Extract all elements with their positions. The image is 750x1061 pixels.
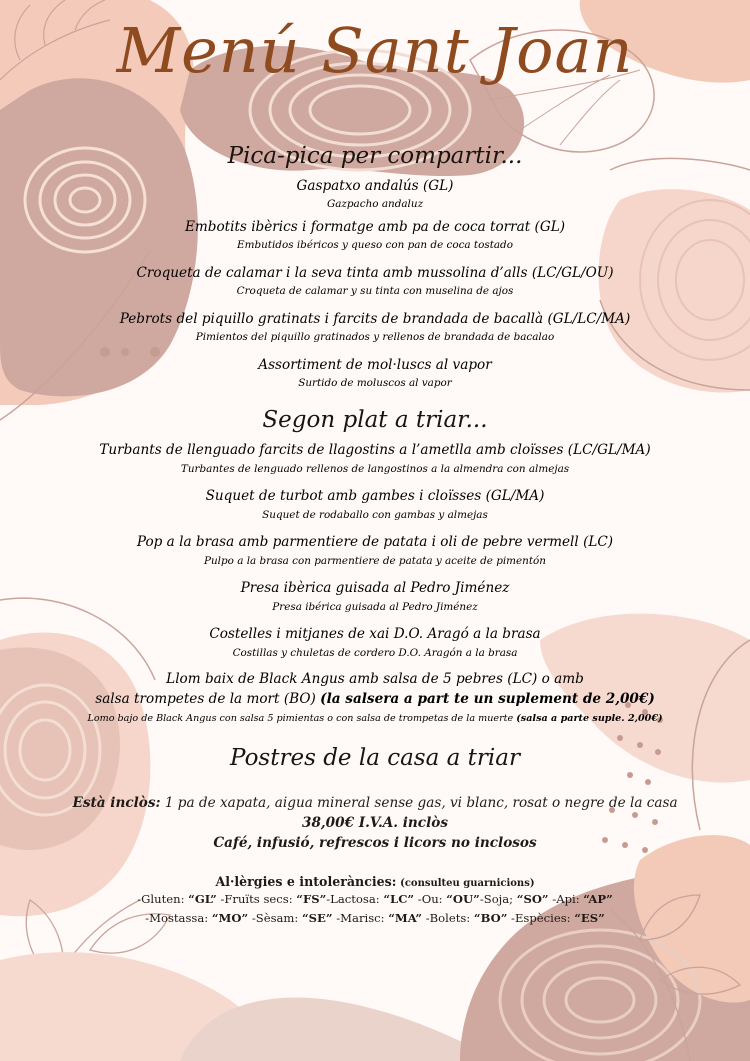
allergen-code: “SO”	[516, 892, 549, 906]
allergen-name: -Sèsam:	[248, 911, 303, 925]
dish-spanish: Pulpo a la brasa con parmentiere de patata y aceite de pimentón	[204, 555, 546, 567]
dish-catalan: Costelles i mitjanes de xai D.O. Aragó a la brasa	[209, 626, 541, 642]
allergen-code: “OU”	[446, 892, 480, 906]
allergen-name: -Fruïts secs:	[216, 892, 297, 906]
dish-catalan: Presa ibèrica guisada al Pedro Jiménez	[240, 580, 510, 596]
dish-spanish: Presa ibérica guisada al Pedro Jiménez	[272, 601, 478, 613]
allergens-line-2	[0, 911, 750, 925]
allergen-code: “BO”	[473, 911, 508, 925]
dish-catalan-line2	[0, 691, 750, 707]
allergen-code: “ES”	[574, 911, 605, 925]
dish-spanish-text: Lomo bajo de Black Angus con salsa 5 pimientas o con salsa de trompetas de la muerte	[87, 713, 514, 724]
includes-text: 1 pa de xapata, aigua mineral sense gas, vi blanc, rosat o negre de la casa	[160, 795, 678, 811]
includes-label: Està inclòs:	[72, 795, 161, 811]
allergens-heading	[0, 874, 750, 889]
includes-line	[0, 795, 750, 811]
allergen-code: “MO”	[211, 911, 249, 925]
dish-spanish: Turbantes de lenguado rellenos de langostinos a la almendra con almejas	[180, 463, 570, 475]
section-heading-postres: Postres de la casa a triar	[230, 745, 520, 771]
allergen-code: “FS”	[296, 892, 327, 906]
dish-catalan: Pebrots del piquillo gratinats i farcits de brandada de bacallà (GL/LC/MA)	[119, 311, 631, 327]
not-included-note: Café, infusió, refrescos i licors no inclosos	[213, 835, 537, 851]
dish-spanish: Croqueta de calamar y su tinta con muselina de ajos	[236, 285, 514, 297]
dish-spanish: Pimientos del piquillo gratinados y rellenos de brandada de bacalao	[195, 331, 555, 343]
dish-spanish: Suquet de rodaballo con gambas y almejas	[262, 509, 488, 521]
allergens-line-1	[0, 892, 750, 906]
allergen-name: -Soja;	[479, 892, 517, 906]
allergens-title: Al·lèrgies e intoleràncies:	[215, 874, 397, 889]
dish-catalan: Embotits ibèrics i formatge amb pa de coca torrat (GL)	[184, 219, 566, 235]
section-heading-pica-pica: Pica-pica per compartir...	[227, 143, 523, 169]
allergen-name: -Marisc:	[332, 911, 389, 925]
dish-spanish: Surtido de moluscos al vapor	[298, 377, 452, 389]
dish-spanish: Embutidos ibéricos y queso con pan de coca tostado	[237, 239, 513, 251]
dish-catalan: Pop a la brasa amb parmentiere de patata i oli de pebre vermell (LC)	[136, 534, 614, 550]
allergen-name: -Api:	[548, 892, 584, 906]
allergen-code: “GL”	[188, 892, 217, 906]
dish-spanish: Costillas y chuletas de cordero D.O. Aragón a la brasa	[232, 647, 518, 659]
dish-catalan: Croqueta de calamar i la seva tinta amb mussolina d’alls (LC/GL/OU)	[136, 265, 614, 281]
price: 38,00€ I.V.A. inclòs	[302, 815, 448, 831]
allergen-name: -Lactosa:	[326, 892, 384, 906]
supplement-note: (la salsera a part te un suplement de 2,00€)	[320, 691, 655, 707]
allergen-code: “MA”	[388, 911, 423, 925]
dish-catalan: Turbants de llenguado farcits de llagostins a l’ametlla amb cloïsses (LC/GL/MA)	[99, 442, 651, 458]
allergens-note: (consulteu guarnicions)	[400, 878, 535, 889]
dish-catalan: Gaspatxo andalús (GL)	[296, 178, 454, 194]
allergen-name: -Bolets:	[422, 911, 474, 925]
allergen-code: “AP”	[583, 892, 613, 906]
dish-spanish: Gazpacho andaluz	[326, 198, 424, 210]
supplement-note-es: (salsa a parte suple. 2,00€)	[516, 713, 663, 724]
allergen-name: -Mostassa:	[145, 911, 212, 925]
allergen-name: -Gluten:	[137, 892, 189, 906]
dish-catalan: Suquet de turbot amb gambes i cloïsses (GL/MA)	[205, 488, 545, 504]
dish-catalan-text: salsa trompetes de la mort (BO)	[95, 691, 316, 707]
allergen-name: -Ou:	[414, 892, 447, 906]
allergen-code: “SE”	[302, 911, 333, 925]
menu-title: Menú Sant Joan	[116, 14, 634, 87]
dish-catalan: Assortiment de mol·luscs al vapor	[258, 357, 492, 373]
dish-spanish	[0, 713, 750, 724]
allergen-code: “LC”	[383, 892, 415, 906]
section-heading-segon-plat: Segon plat a triar...	[262, 407, 488, 433]
allergen-name: -Espècies:	[507, 911, 575, 925]
dish-catalan: Llom baix de Black Angus amb salsa de 5 pebres (LC) o amb	[166, 671, 584, 687]
